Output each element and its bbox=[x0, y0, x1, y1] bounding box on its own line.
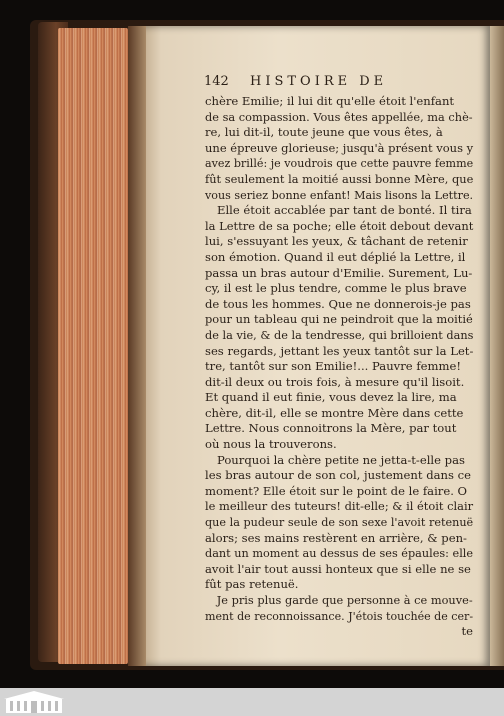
text-line: avez brillé: je voudrois que cette pauvre femme bbox=[205, 156, 474, 171]
text-line: où nous la trouverons. bbox=[205, 437, 337, 452]
text-line: Je pris plus garde que personne à ce mouve- bbox=[216, 593, 473, 607]
text-line: cy, il est le plus tendre, comme le plus brave bbox=[205, 281, 467, 296]
next-page-edge bbox=[490, 26, 504, 666]
text-line: son émotion. Quand il eut déplié la Lettre, il bbox=[205, 249, 466, 264]
text-line: avoit l'air tout aussi honteux que si elle ne se bbox=[205, 561, 471, 576]
text-line: que la pudeur seule de son sexe l'avoit retenuë bbox=[205, 515, 474, 530]
text-line: le meilleur des tuteurs! dit-elle; & il étoit clair bbox=[205, 499, 474, 514]
body-text bbox=[205, 94, 473, 640]
text-line: Lettre. Nous connoitrons la Mère, par tout bbox=[205, 421, 457, 436]
text-line: Elle étoit accablée par tant de bonté. Il tira bbox=[217, 203, 472, 218]
text-line: Pourquoi la chère petite ne jetta-t-elle pas bbox=[217, 452, 465, 467]
text-line: chère, dit-il, elle se montre Mère dans cette bbox=[205, 405, 464, 420]
running-title: HISTOIRE DE bbox=[250, 74, 388, 89]
library-building-icon bbox=[4, 689, 64, 715]
text-line: ses regards, jettant les yeux tantôt sur la Let- bbox=[205, 343, 474, 358]
page-number: 142 bbox=[204, 74, 229, 89]
viewer-footer-bar bbox=[0, 688, 504, 716]
text-line: fût pas retenuë. bbox=[205, 577, 299, 592]
text-line: les bras autour de son col, justement dans ce bbox=[205, 468, 472, 483]
page-stack-edges bbox=[58, 28, 128, 664]
text-line: pour un tableau qui ne peindroit que la moitié bbox=[205, 312, 473, 327]
text-line: de la vie, & de la tendresse, qui brilloient dans bbox=[205, 327, 474, 342]
catchword: te bbox=[461, 624, 473, 639]
page-header bbox=[204, 74, 474, 92]
text-line: lui, s'essuyant les yeux, & tâchant de retenir bbox=[205, 234, 468, 249]
text-line: une épreuve glorieuse; jusqu'à présent vous y bbox=[205, 140, 474, 155]
text-line: chère Emilie; il lui dit qu'elle étoit l'enfant bbox=[205, 94, 455, 108]
text-line: fût seulement la moitié aussi bonne Mère, que bbox=[205, 171, 474, 186]
text-line: tre, tantôt sur son Emilie!... Pauvre femme! bbox=[205, 359, 461, 374]
text-line: dant un moment au dessus de ses épaules: elle bbox=[205, 546, 474, 561]
text-line: moment? Elle étoit sur le point de le faire. O bbox=[205, 483, 468, 498]
text-line: Et quand il eut finie, vous devez la lire, ma bbox=[205, 390, 457, 405]
text-line: vous seriez bonne enfant! Mais lisons la Lettre. bbox=[205, 187, 474, 202]
text-line: alors; ses mains restèrent en arrière, & pen- bbox=[205, 530, 467, 545]
text-line: de sa compassion. Vous êtes appellée, ma chè- bbox=[205, 109, 473, 124]
text-line: ment de reconnoissance. J'étois touchée de cer- bbox=[205, 608, 474, 623]
page-gutter bbox=[128, 26, 146, 666]
text-line: dit-il deux ou trois fois, à mesure qu'il lisoit. bbox=[205, 374, 465, 389]
text-line: passa un bras autour d'Emilie. Surement, Lu- bbox=[205, 265, 473, 280]
text-line: la Lettre de sa poche; elle étoit debout devant bbox=[205, 218, 474, 233]
text-line: re, lui dit-il, toute jeune que vous êtes, à bbox=[205, 125, 443, 140]
text-line: de tous les hommes. Que ne donnerois-je pas bbox=[205, 296, 471, 311]
